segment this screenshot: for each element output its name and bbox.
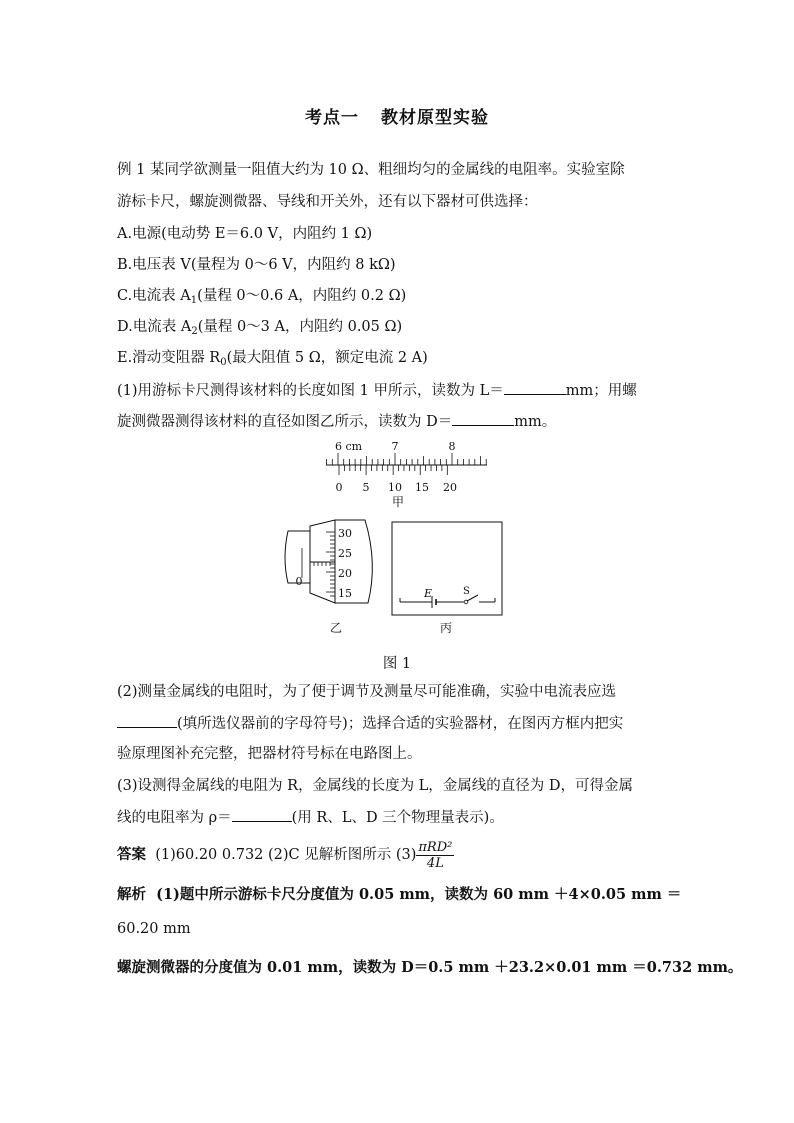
question-intro-line-1: 例 1 某同学欲测量一阻值大约为 10 Ω、粗细均匀的金属线的电阻率。实验室除 — [117, 162, 625, 178]
analysis-label: 解析 — [117, 886, 146, 903]
title-part-1: 考点一 — [305, 108, 359, 128]
option-b: B.电压表 V(量程为 0～6 V，内阻约 8 kΩ) — [117, 257, 396, 273]
answer-label: 答案 — [117, 846, 146, 863]
part3-line-1: (3)设测得金属线的电阻为 R，金属线的长度为 L，金属线的直径为 D，可得金属 — [117, 778, 634, 794]
answer-blank-L[interactable] — [504, 380, 566, 395]
micrometer-label-30: 30 — [338, 527, 352, 540]
analysis-line-3: 螺旋测微器的分度值为 0.01 mm，读数为 D＝0.5 mm ＋23.2×0.01 mm ＝0.732 mm。 — [117, 959, 743, 976]
answer-blank-rho[interactable] — [232, 807, 292, 822]
figure-caption: 图 1 — [382, 656, 412, 672]
caliper-label-7: 7 — [391, 440, 399, 453]
vernier-label-10: 10 — [388, 481, 402, 494]
label-jia: 甲 — [391, 495, 405, 509]
circuit-diagram — [392, 522, 502, 635]
option-d: D.电流表 $A_2$(量程 0～3 A，内阻约 0.05 Ω) — [117, 319, 403, 337]
part2-line-2: (填所选仪器前的字母符号)；选择合适的实验器材，在图丙方框内把实 — [117, 713, 623, 734]
answer-content: (1)60.20 0.732 (2)C 见解析图所示 (3) — [155, 847, 417, 863]
vernier-label-20: 20 — [443, 481, 457, 494]
part1-line-2: 旋测微器测得该材料的直径如图乙所示，读数为 D＝ mm。 — [117, 411, 556, 432]
part2-line-1: (2)测量金属线的电阻时，为了便于调节及测量尽可能准确，实验中电流表应选 — [117, 684, 617, 700]
part3-line-2: 线的电阻率为 ρ＝ (用 R、L、D 三个物理量表示)。 — [117, 807, 504, 828]
analysis-line-2: 60.20 mm — [117, 921, 191, 937]
part2-line-3: 验原理图补充完整，把器材符号标在电路图上。 — [117, 746, 422, 762]
micrometer-zero: 0 — [295, 575, 303, 588]
label-bing: 丙 — [439, 621, 453, 635]
circuit-label-S: S — [463, 586, 470, 597]
option-a: A.电源(电动势 E＝6.0 V，内阻约 1 Ω) — [117, 226, 373, 242]
micrometer-label-20: 20 — [338, 567, 352, 580]
question-intro-line-2: 游标卡尺，螺旋测微器、导线和开关外，还有以下器材可供选择： — [117, 194, 538, 210]
circuit-label-E: E — [424, 587, 433, 600]
vernier-caliper — [326, 440, 487, 509]
label-yi: 乙 — [329, 621, 343, 635]
section-title — [0, 103, 794, 128]
title-part-2: 教材原型实验 — [381, 108, 489, 128]
micrometer — [285, 520, 372, 635]
vernier-label-5: 5 — [362, 481, 370, 494]
option-c: C.电流表 $A_1$(量程 0～0.6 A，内阻约 0.2 Ω) — [117, 288, 407, 306]
part1-line-1: (1)用游标卡尺测得该材料的长度如图 1 甲所示，读数为 L＝ mm；用螺 — [117, 380, 637, 401]
micrometer-label-25: 25 — [338, 547, 352, 560]
option-e: E.滑动变阻器 $R_0$(最大阻值 5 Ω，额定电流 2 A) — [117, 350, 428, 368]
analysis-line-1: 解析 (1)题中所示游标卡尺分度值为 0.05 mm，读数为 60 mm ＋4×0.05 mm ＝ — [117, 886, 682, 903]
caliper-label-6cm: 6 cm — [335, 440, 363, 453]
vernier-label-0: 0 — [335, 481, 343, 494]
answer-line — [117, 838, 454, 872]
answer-fraction: $\frac{\text{πRD²}}{4L}$ — [418, 839, 453, 871]
micrometer-label-15: 15 — [338, 587, 352, 600]
vernier-label-15: 15 — [415, 481, 429, 494]
answer-blank-ammeter[interactable] — [117, 713, 177, 728]
caliper-label-8: 8 — [448, 440, 456, 453]
answer-blank-D[interactable] — [452, 411, 514, 426]
figure-1 — [280, 438, 520, 638]
